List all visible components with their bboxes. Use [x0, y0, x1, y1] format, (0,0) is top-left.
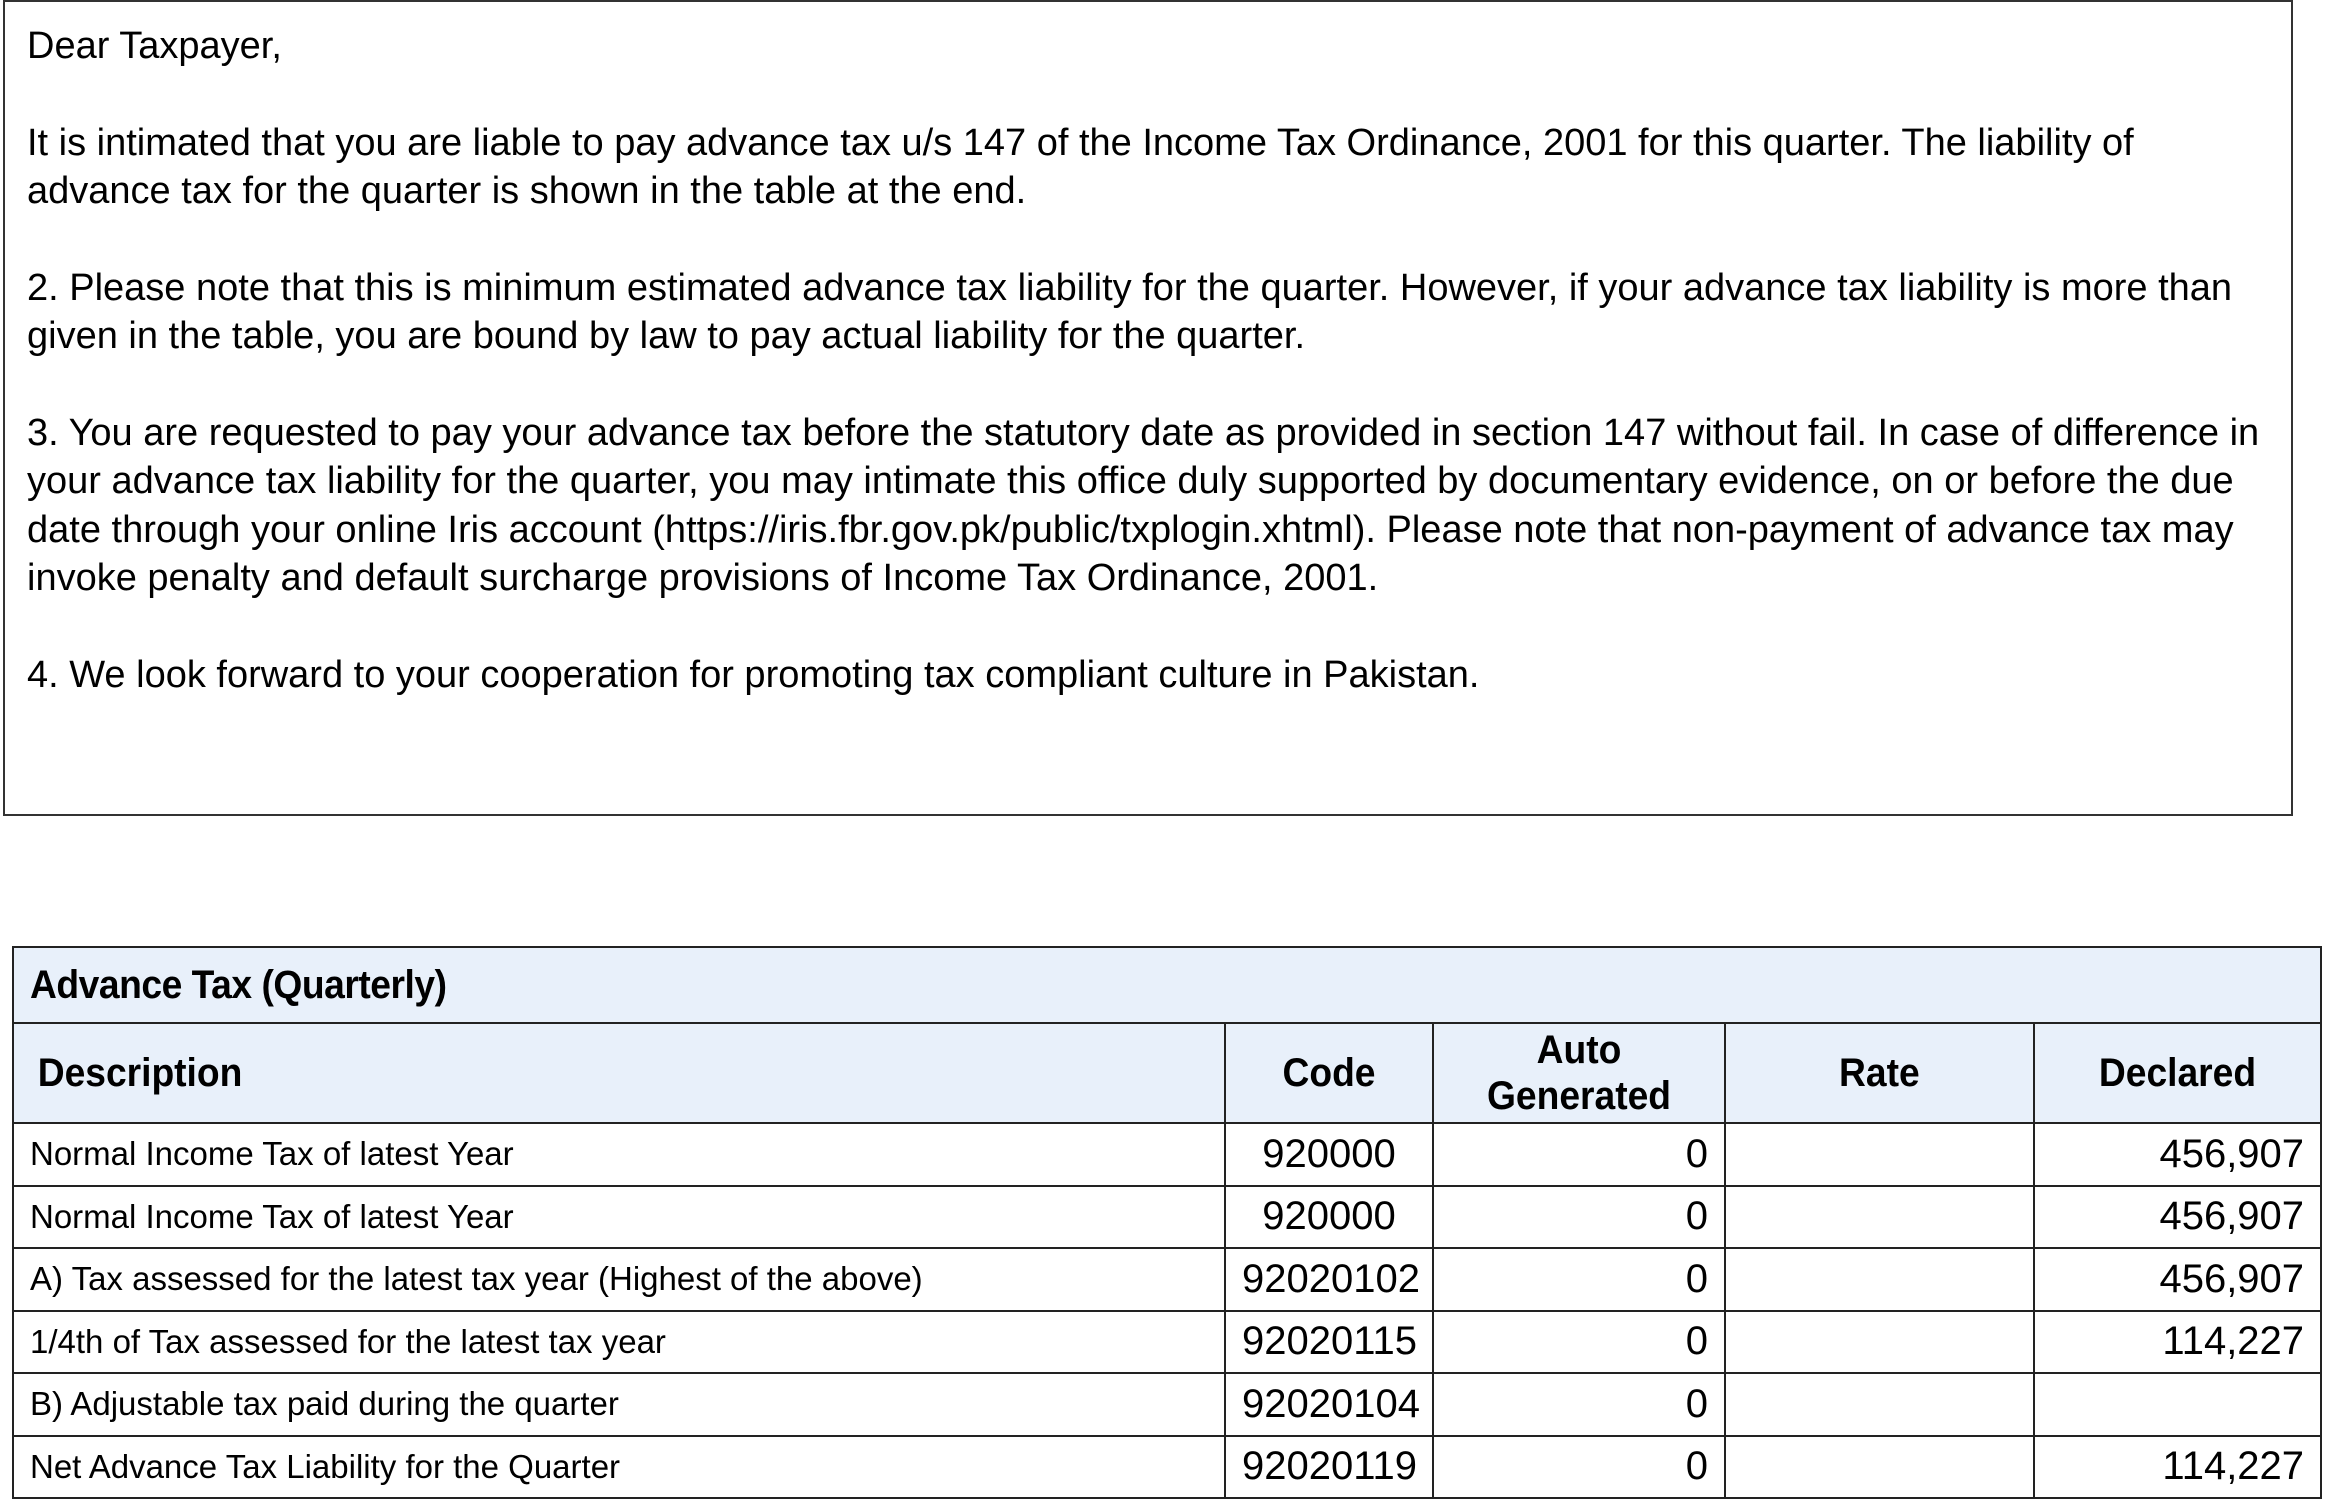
column-header-declared: Declared: [2034, 1023, 2321, 1123]
letter-paragraph-2: 2. Please note that this is minimum estimated advance tax liability for the quarter. However, if your advance tax liability is more than given in the table, you are bound by law to pay actual liability for the quarter.: [27, 266, 2233, 357]
cell-auto-generated: 0: [1433, 1436, 1725, 1499]
letter-paragraph-3: 3. You are requested to pay your advance tax before the statutory date as provided in section 147 without fail. In case of difference in your advance tax liability for the quarter, you may intimate this office duly supported by documentary evidence, on or before the due date through your online Iris account (https://iris.fbr.gov.pk/public/txplogin.xhtml). Please note that non-payment of advance tax may invoke penalty and default surcharge provisions of Income Tax Ordinance, 2001.: [27, 411, 2260, 599]
column-header-rate: Rate: [1725, 1023, 2034, 1123]
table-header-row: [13, 1023, 2321, 1123]
cell-auto-generated: 0: [1433, 1311, 1725, 1374]
cell-rate: [1725, 1186, 2034, 1249]
cell-description: A) Tax assessed for the latest tax year (Highest of the above): [13, 1248, 1225, 1311]
cell-code: 92020104: [1225, 1373, 1433, 1436]
column-header-code: Code: [1225, 1023, 1433, 1123]
cell-declared: 114,227: [2034, 1311, 2321, 1374]
table-row: [13, 1373, 2321, 1436]
cell-declared: 114,227: [2034, 1436, 2321, 1499]
cell-description: Net Advance Tax Liability for the Quarter: [13, 1436, 1225, 1499]
column-header-description: Description: [13, 1023, 1225, 1123]
cell-auto-generated: 0: [1433, 1123, 1725, 1186]
cell-declared: 456,907: [2034, 1186, 2321, 1249]
cell-declared: 456,907: [2034, 1123, 2321, 1186]
cell-auto-generated: 0: [1433, 1248, 1725, 1311]
column-header-auto-generated: Auto Generated: [1433, 1023, 1725, 1123]
cell-rate: [1725, 1248, 2034, 1311]
cell-auto-generated: 0: [1433, 1373, 1725, 1436]
cell-rate: [1725, 1436, 2034, 1499]
notice-letter: [3, 0, 2293, 816]
cell-code: 92020119: [1225, 1436, 1433, 1499]
advance-tax-table: [12, 946, 2322, 1499]
cell-description: Normal Income Tax of latest Year: [13, 1186, 1225, 1249]
table-row: [13, 1186, 2321, 1249]
table-row: [13, 1436, 2321, 1499]
table-title: Advance Tax (Quarterly): [13, 947, 2321, 1023]
letter-paragraph-1: It is intimated that you are liable to pay advance tax u/s 147 of the Income Tax Ordinance, 2001 for this quarter. The liability of advance tax for the quarter is shown in the table at the end.: [27, 121, 2134, 212]
cell-rate: [1725, 1123, 2034, 1186]
letter-greeting: Dear Taxpayer,: [27, 25, 282, 67]
cell-auto-generated: 0: [1433, 1186, 1725, 1249]
letter-paragraph-4: 4. We look forward to your cooperation for promoting tax compliant culture in Pakistan.: [27, 653, 1480, 696]
cell-code: 92020115: [1225, 1311, 1433, 1374]
cell-description: Normal Income Tax of latest Year: [13, 1123, 1225, 1186]
table-row: [13, 1311, 2321, 1374]
cell-description: 1/4th of Tax assessed for the latest tax year: [13, 1311, 1225, 1374]
cell-code: 92020102: [1225, 1248, 1433, 1311]
cell-rate: [1725, 1311, 2034, 1374]
table-title-row: [13, 947, 2321, 1023]
cell-code: 920000: [1225, 1186, 1433, 1249]
cell-declared: 456,907: [2034, 1248, 2321, 1311]
cell-description: B) Adjustable tax paid during the quarter: [13, 1373, 1225, 1436]
cell-code: 920000: [1225, 1123, 1433, 1186]
table-row: [13, 1123, 2321, 1186]
cell-rate: [1725, 1373, 2034, 1436]
table-row: [13, 1248, 2321, 1311]
cell-declared: [2034, 1373, 2321, 1436]
